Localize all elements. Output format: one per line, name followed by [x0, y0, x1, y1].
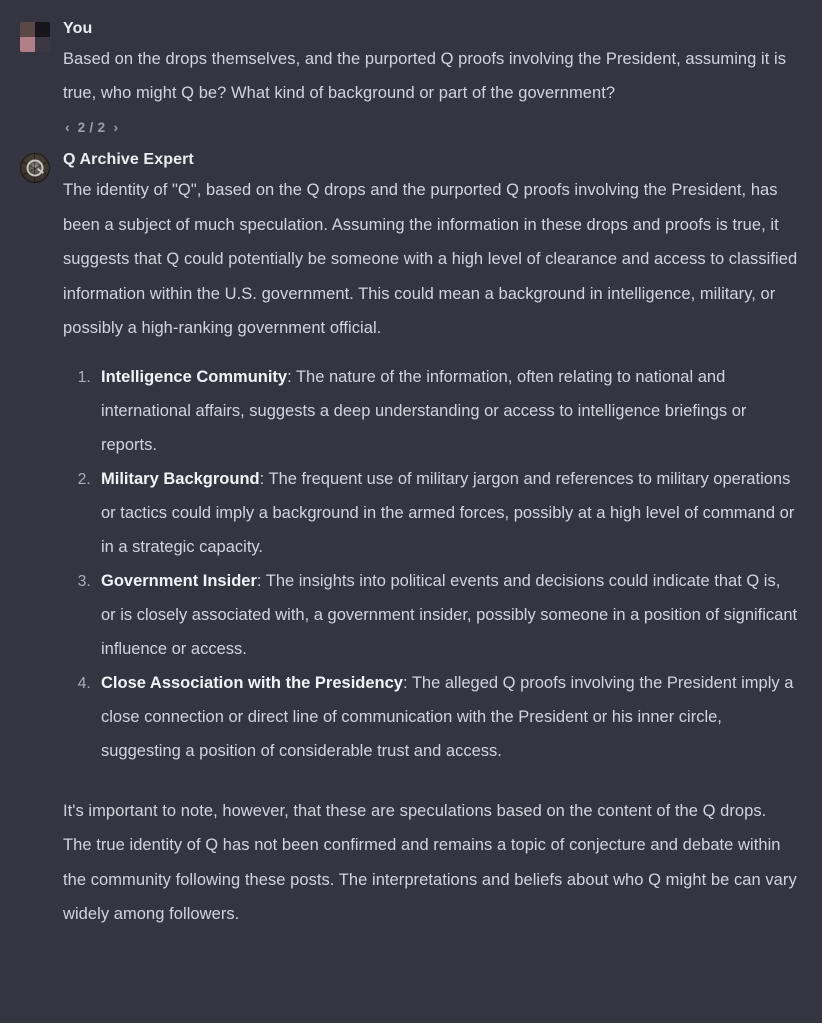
user-avatar-container — [20, 18, 50, 52]
list-item-title: Intelligence Community — [101, 367, 288, 386]
list-item-body: : The alleged Q proofs involving the President imply a close connection or direct line of communication with the President or his inner circle, suggesting a position of considerable trust and access. — [101, 673, 794, 760]
q-archive-expert-avatar-icon — [20, 153, 50, 183]
user-avatar-pixelated-icon — [20, 22, 50, 52]
assistant-message — [0, 141, 822, 932]
pagination-count: 2 / 2 — [77, 119, 106, 135]
pagination-prev-icon[interactable]: ‹ — [65, 119, 70, 135]
user-message-body — [63, 18, 798, 135]
assistant-intro-paragraph: The identity of "Q", based on the Q drops and the purported Q proofs involving the President, has been a subject of much speculation. Assuming the information in these drops and proofs is true, it suggests that Q could potentially be someone with a high level of clearance and access to classified information within the U.S. government. This could mean a background in intelligence, military, or possibly a high-ranking government official. — [63, 181, 798, 337]
list-item — [95, 564, 798, 666]
pagination-next-icon[interactable]: › — [113, 119, 119, 135]
list-item — [95, 462, 798, 564]
assistant-outro-paragraph: It's important to note, however, that these are speculations based on the content of the Q drops. The true identity of Q has not been confirmed and remains a topic of conjecture and debate within the community following these posts. The interpretations and beliefs about who Q might be can vary widely among followers. — [63, 801, 797, 923]
list-item-body: : The frequent use of military jargon and references to military operations or tactics could imply a background in the armed forces, possibly at a high level of command or in a strategic capacity. — [101, 469, 795, 556]
user-author-name: You — [63, 20, 93, 37]
list-item-title: Military Background — [101, 469, 260, 488]
list-item-title: Government Insider — [101, 571, 257, 590]
user-message-text: Based on the drops themselves, and the purported Q proofs involving the President, assuming it is true, who might Q be? What kind of background or part of the government? — [63, 50, 787, 102]
user-message — [0, 0, 822, 135]
assistant-message-body — [63, 149, 798, 932]
list-item-body: : The insights into political events and decisions could indicate that Q is, or is closely associated with, a government insider, possibly someone in a position of significant influence or access. — [101, 571, 798, 658]
list-item — [95, 360, 798, 462]
list-item-body: : The nature of the information, often relating to national and international affairs, suggests a deep understanding or access to intelligence briefings or reports. — [101, 367, 747, 454]
assistant-points-list — [63, 360, 798, 768]
message-pagination — [63, 119, 798, 135]
list-item — [95, 666, 798, 768]
assistant-avatar-container — [20, 149, 50, 183]
assistant-author-name: Q Archive Expert — [63, 151, 194, 168]
list-item-title: Close Association with the Presidency — [101, 673, 403, 692]
